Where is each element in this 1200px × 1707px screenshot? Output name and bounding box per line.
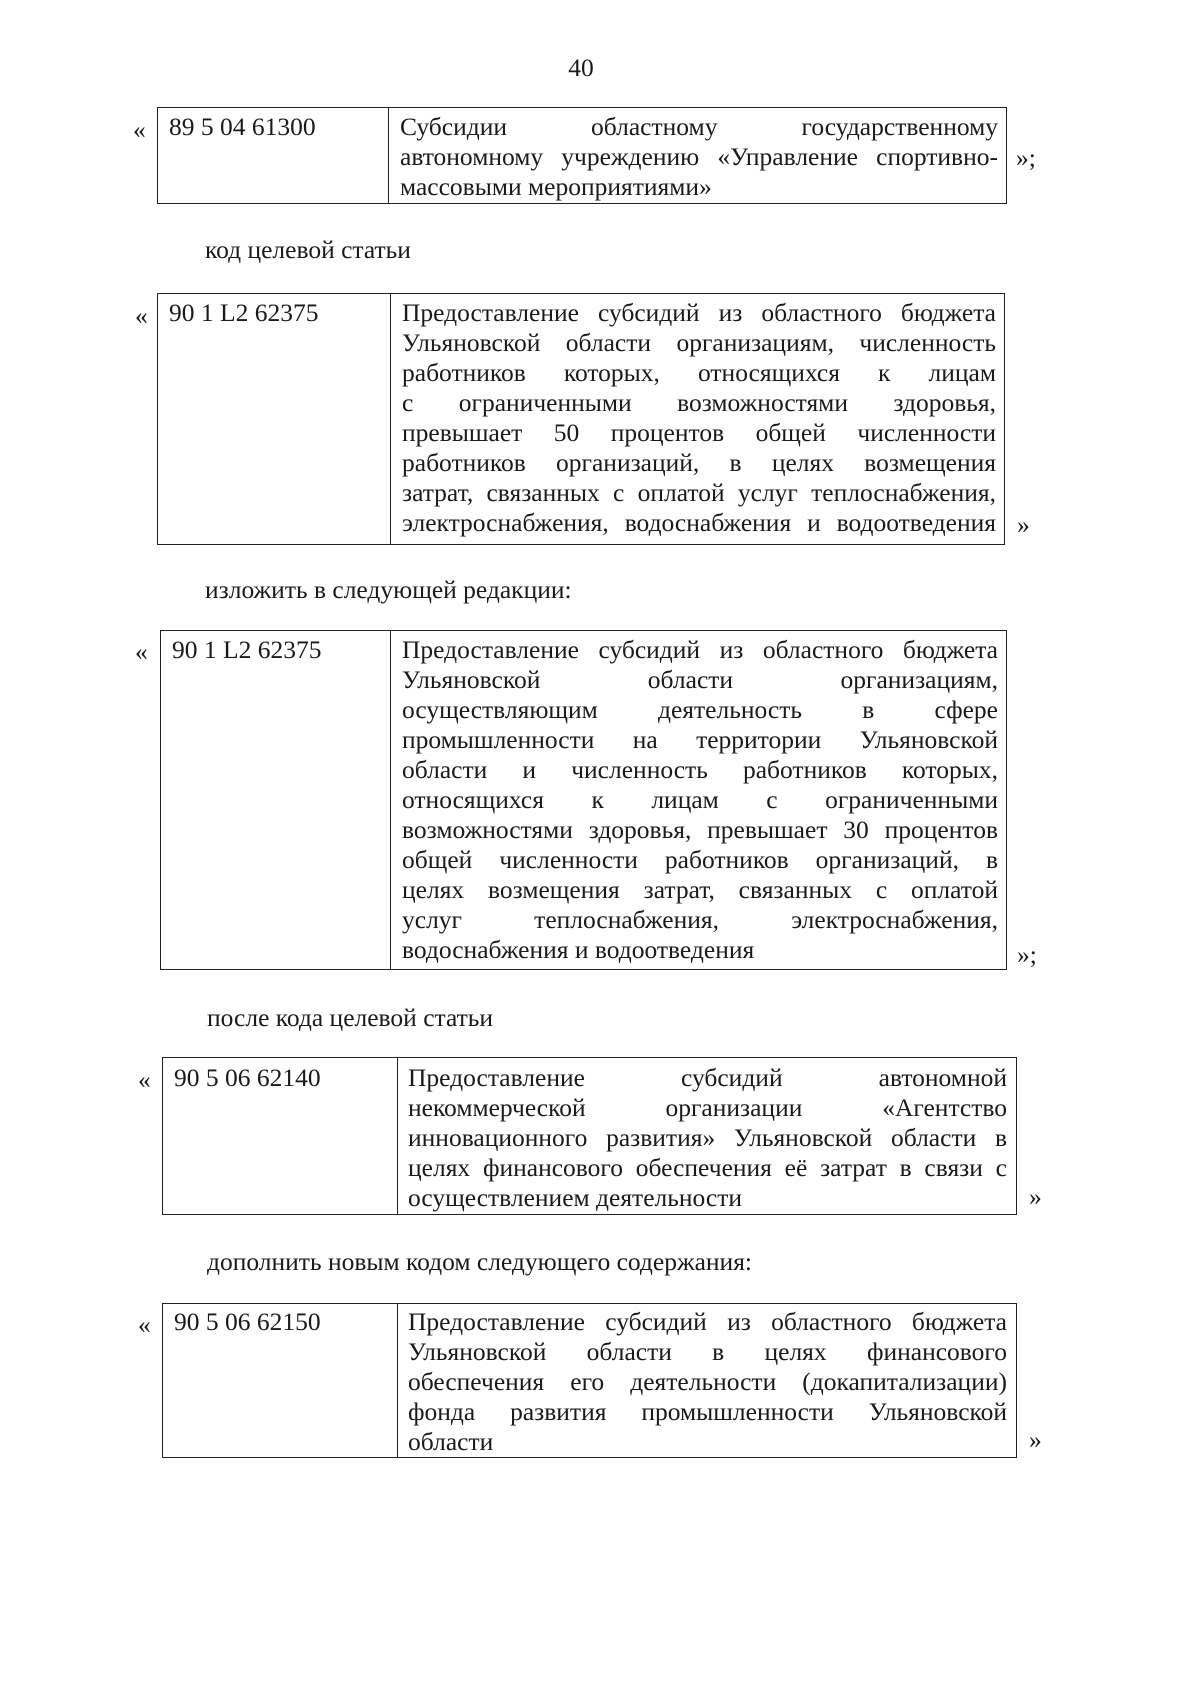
description-line: осуществляющим деятельность в сфере bbox=[402, 695, 998, 724]
closing-quote: » bbox=[1029, 1182, 1042, 1211]
description-line: работников организаций, в целях возмещения bbox=[402, 448, 996, 477]
closing-quote: » bbox=[1017, 510, 1030, 539]
description-line: некоммерческой организации «Агентство bbox=[408, 1093, 1007, 1122]
description-line: превышает 50 процентов общей численности bbox=[402, 418, 996, 447]
description-line: фонда развития промышленности Ульяновской bbox=[408, 1397, 1007, 1426]
article-code-cell: 90 5 06 62140 bbox=[163, 1058, 398, 1214]
opening-quote: « bbox=[138, 1065, 151, 1094]
description-line: Ульяновской области в целях финансового bbox=[408, 1337, 1007, 1366]
page-number: 40 bbox=[568, 53, 594, 82]
description-line: Субсидии областному государственному bbox=[400, 112, 998, 141]
opening-quote: « bbox=[135, 637, 148, 666]
description-line: инновационного развития» Ульяновской области в bbox=[408, 1123, 1007, 1152]
description-line: области bbox=[408, 1427, 494, 1456]
description-line: электроснабжения, водоснабжения и водоотведения bbox=[402, 508, 996, 537]
description-line: массовыми мероприятиями» bbox=[400, 172, 712, 201]
description-line: работников которых, относящихся к лицам bbox=[402, 358, 996, 387]
opening-quote: « bbox=[138, 1310, 151, 1339]
description-line: затрат, связанных с оплатой услуг теплоснабжения, bbox=[402, 478, 996, 507]
description-line: возможностями здоровья, превышает 30 процентов bbox=[402, 815, 998, 844]
article-description-cell bbox=[391, 631, 1006, 969]
description-line: Ульяновской области организациям, численность bbox=[402, 328, 996, 357]
article-code-cell: 90 1 L2 62375 bbox=[161, 631, 391, 969]
description-line: Предоставление субсидий из областного бюджета bbox=[402, 635, 998, 664]
article-description-cell bbox=[389, 108, 1006, 203]
article-code-cell: 90 1 L2 62375 bbox=[158, 294, 391, 544]
opening-quote: « bbox=[135, 301, 148, 330]
description-line: с ограниченными возможностями здоровья, bbox=[402, 388, 996, 417]
article-code-cell: 90 5 06 62150 bbox=[163, 1304, 398, 1457]
description-line: осуществлением деятельности bbox=[408, 1183, 743, 1212]
article-description-cell bbox=[391, 294, 1004, 544]
description-line: общей численности работников организаций, в bbox=[402, 845, 998, 874]
description-line: целях возмещения затрат, связанных с оплатой bbox=[402, 875, 998, 904]
description-line: водоснабжения и водоотведения bbox=[402, 935, 755, 964]
description-line: целях финансового обеспечения её затрат в связи с bbox=[408, 1153, 1007, 1182]
instruction-text: после кода целевой статьи bbox=[207, 1003, 494, 1032]
article-code-table bbox=[157, 293, 1005, 545]
description-line: промышленности на территории Ульяновской bbox=[402, 725, 998, 754]
instruction-text: дополнить новым кодом следующего содержания: bbox=[207, 1247, 753, 1276]
closing-quote: » bbox=[1029, 1425, 1042, 1454]
description-line: обеспечения его деятельности (докапитализации) bbox=[408, 1367, 1007, 1396]
description-line: Ульяновской области организациям, bbox=[402, 665, 998, 694]
article-code-table bbox=[162, 1057, 1017, 1215]
opening-quote: « bbox=[133, 115, 146, 144]
description-line: автономному учреждению «Управление спортивно- bbox=[400, 142, 998, 171]
description-line: области и численность работников которых, bbox=[402, 755, 998, 784]
description-line: Предоставление субсидий автономной bbox=[408, 1063, 1007, 1092]
article-code-table bbox=[160, 630, 1007, 970]
description-line: Предоставление субсидий из областного бюджета bbox=[408, 1307, 1007, 1336]
article-code-cell: 89 5 04 61300 bbox=[158, 108, 389, 203]
article-code-table bbox=[157, 107, 1007, 204]
article-description-cell bbox=[398, 1304, 1016, 1457]
instruction-text: код целевой статьи bbox=[205, 235, 411, 264]
description-line: Предоставление субсидий из областного бюджета bbox=[402, 298, 996, 327]
closing-quote: »; bbox=[1016, 143, 1036, 172]
description-line: услуг теплоснабжения, электроснабжения, bbox=[402, 905, 998, 934]
description-line: относящихся к лицам с ограниченными bbox=[402, 785, 998, 814]
closing-quote: »; bbox=[1017, 940, 1037, 969]
instruction-text: изложить в следующей редакции: bbox=[205, 575, 572, 604]
article-description-cell bbox=[398, 1058, 1016, 1214]
article-code-table bbox=[162, 1303, 1017, 1458]
